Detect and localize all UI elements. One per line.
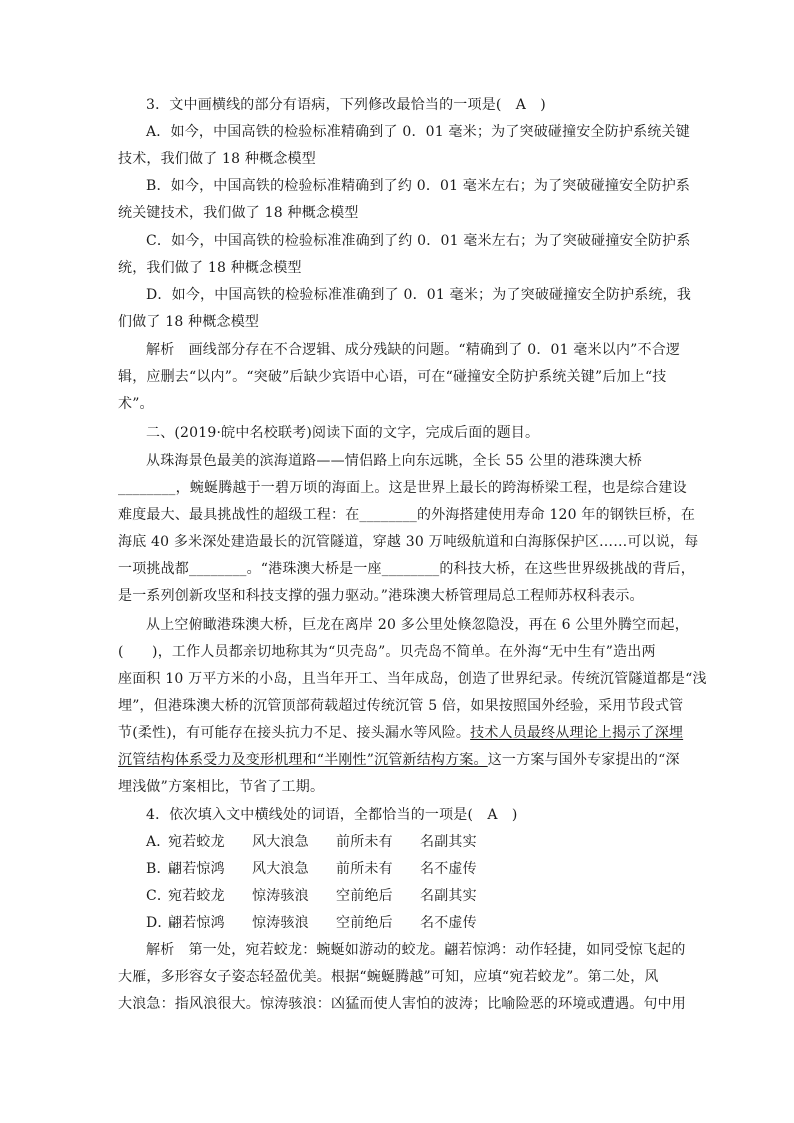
passage-p1-line2: ________，蜿蜒腾越于一碧万顷的海面上。这是世界上最长的跨海桥梁工程，也是综合建设 — [118, 480, 687, 496]
passage-p1-line4: 海底 40 多米深处建造最长的沉管隧道，穿越 30 万吨级航道和白海豚保护区……可以说，每 — [118, 534, 699, 550]
q3-option-b-line2: 统关键技术，我们做了 18 种概念模型 — [118, 205, 359, 221]
option-key: D． — [146, 915, 172, 931]
option-word: 惊涛骇浪 — [252, 888, 309, 904]
option-word: 翩若惊鸿 — [168, 915, 225, 931]
q4-option-d — [146, 914, 680, 932]
q4-analysis-line2: 大雁，多形容女子姿态轻盈优美。根据“蜿蜒腾越”可知，应填“宛若蛟龙”。第二处，风 — [118, 969, 659, 985]
passage-p2-line2: ( )，工作人员都亲切地称其为“贝壳岛”。贝壳岛不简单。在外海“无中生有”造出两 — [118, 644, 656, 660]
option-key: B． — [146, 861, 171, 877]
q3-option-d-line1: D．如今，中国高铁的检验标准准确到了 0．01 毫米；为了突破碰撞安全防护系统，我 — [146, 287, 692, 303]
option-word: 风大浪急 — [252, 861, 309, 877]
option-key: A． — [146, 834, 171, 850]
underlined-sentence-part1: 技术人员最终从理论上揭示了深埋 — [470, 725, 684, 741]
q3-analysis-line1: 解析 画线部分存在不合逻辑、成分残缺的问题。“精确到了 0．01 毫米以内”不合逻 — [146, 342, 681, 358]
option-word: 宛若蛟龙 — [168, 888, 225, 904]
q3-analysis-line3: 术”。 — [118, 396, 154, 412]
q3-option-a-line2: 技术，我们做了 18 种概念模型 — [118, 151, 316, 167]
q3-option-d-line2: 们做了 18 种概念模型 — [118, 314, 260, 330]
q4-option-c — [146, 887, 680, 905]
q3-option-a-line1: A．如今，中国高铁的检验标准精确到了 0．01 毫米；为了突破碰撞安全防护系统关键 — [146, 124, 690, 140]
q3-analysis-line2: 辑，应删去“以内”。“突破”后缺少宾语中心语，可在“碰撞安全防护系统关键”后加上“技 — [118, 369, 667, 385]
q3-option-c-line1: C．如今，中国高铁的检验标准准确到了约 0．01 毫米左右；为了突破碰撞安全防护系 — [146, 233, 691, 249]
q4-analysis-line3: 大浪急：指风浪很大。惊涛骇浪：凶猛而使人害怕的波涛；比喻险恶的环境或遭遇。句中用 — [118, 996, 686, 1012]
passage-p1-line1: 从珠海景色最美的滨海道路——情侣路上向东远眺，全长 55 公里的港珠澳大桥 — [146, 453, 643, 469]
passage-p2-text: 节(柔性)，有可能存在接头抗力不足、接头漏水等风险。 — [118, 725, 471, 741]
passage-p2-line5 — [118, 724, 684, 742]
option-word: 宛若蛟龙 — [168, 834, 225, 850]
option-key: C． — [146, 888, 172, 904]
option-word: 前所未有 — [336, 834, 393, 850]
underlined-sentence-part2: 沉管结构体系受力及变形机理和“半刚性”沉管新结构方案。 — [118, 752, 488, 768]
q4-option-a — [146, 833, 680, 851]
section2-heading: 二、(2019·皖中名校联考)阅读下面的文字，完成后面的题目。 — [146, 425, 540, 441]
q3-option-b-line1: B．如今，中国高铁的检验标准精确到了约 0．01 毫米左右；为了突破碰撞安全防护系 — [146, 178, 691, 194]
passage-p2-line6 — [118, 751, 680, 769]
option-word: 空前绝后 — [336, 888, 393, 904]
q4-stem: 4．依次填入文中横线处的词语，全都恰当的一项是( A ) — [146, 807, 518, 823]
passage-p2-text: 这一方案与国外专家提出的“深 — [487, 752, 680, 768]
option-word: 名不虚传 — [420, 861, 477, 877]
passage-p2-line1: 从上空俯瞰港珠澳大桥，巨龙在离岸 20 多公里处倏忽隐没，再在 6 公里外腾空而起， — [146, 617, 689, 633]
passage-p2-line4: 埋”，但港珠澳大桥的沉管顶部荷载超过传统沉管 5 倍，如果按照国外经验，采用节段式管 — [118, 698, 684, 714]
passage-p1-line5: 一项挑战都________。“港珠澳大桥是一座________的科技大桥，在这些世界级挑战的背后， — [118, 561, 695, 577]
option-word: 前所未有 — [336, 861, 393, 877]
passage-p1-line3: 难度最大、最具挑战性的超级工程：在________的外海搭建使用寿命 120 年的钢铁巨桥，在 — [118, 507, 696, 523]
option-word: 惊涛骇浪 — [252, 915, 309, 931]
option-word: 名不虚传 — [420, 915, 477, 931]
option-word: 空前绝后 — [336, 915, 393, 931]
passage-p1-line6: 是一系列创新攻坚和科技支撑的强力驱动。”港珠澳大桥管理局总工程师苏权科表示。 — [118, 588, 644, 604]
q3-option-c-line2: 统，我们做了 18 种概念模型 — [118, 260, 302, 276]
q3-stem: 3．文中画横线的部分有语病，下列修改最恰当的一项是( A ) — [146, 97, 546, 113]
passage-p2-line7: 埋浅做”方案相比，节省了工期。 — [118, 779, 325, 795]
option-word: 名副其实 — [420, 888, 477, 904]
passage-p2-line3: 座面积 10 万平方米的小岛，且当年开工、当年成岛，创造了世界纪录。传统沉管隧道都是“浅 — [118, 671, 707, 687]
q4-option-b — [146, 860, 680, 878]
option-word: 风大浪急 — [252, 834, 309, 850]
q4-analysis-line1: 解析 第一处，宛若蛟龙：蜿蜒如游动的蛟龙。翩若惊鸿：动作轻捷，如同受惊飞起的 — [146, 942, 686, 958]
option-word: 名副其实 — [420, 834, 477, 850]
option-word: 翩若惊鸿 — [168, 861, 225, 877]
